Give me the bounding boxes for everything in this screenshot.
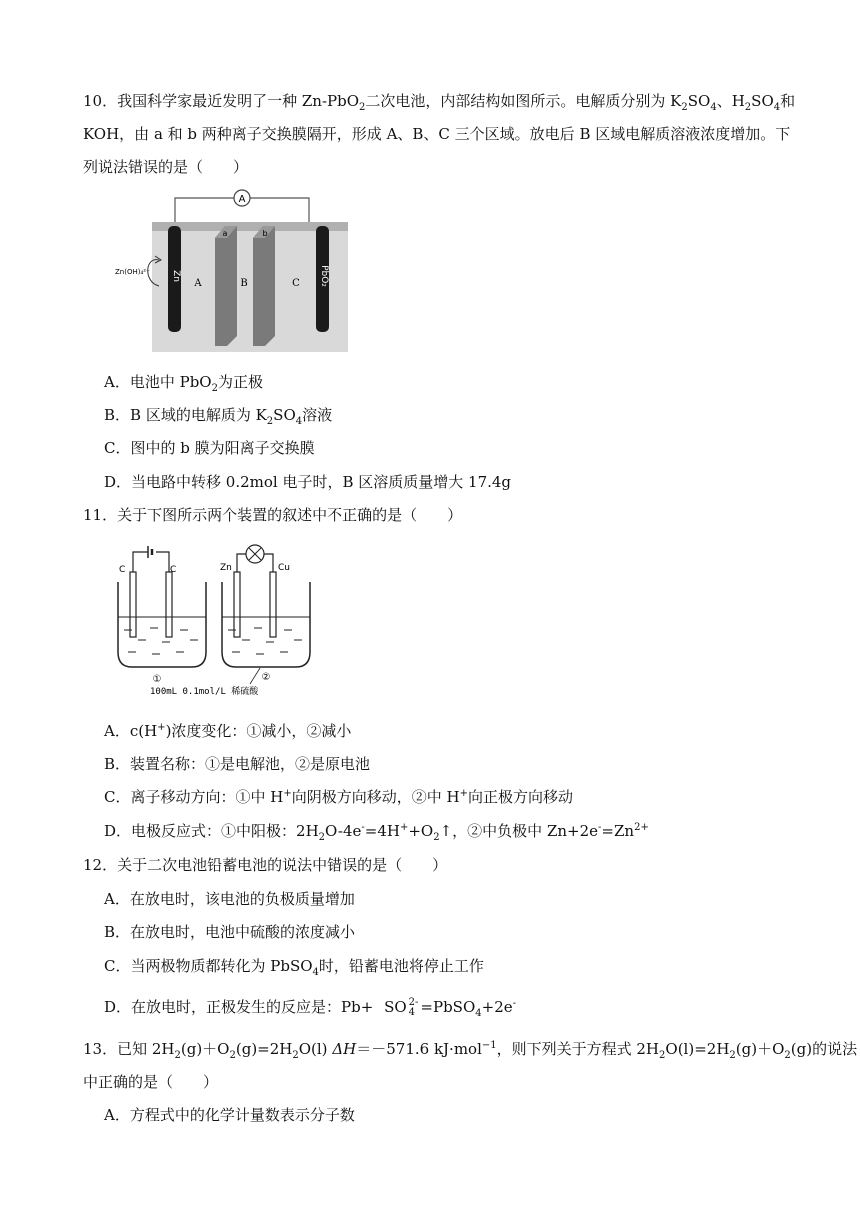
- q10-option-d[interactable]: D．当电路中转移 0.2mol 电子时，B 区溶质质量增大 17.4g: [104, 473, 512, 491]
- option-text: 时，铅蓄电池将停止工作: [318, 957, 484, 975]
- zone-a-label: A: [194, 278, 202, 289]
- pbo2-label: PbO₂: [319, 265, 329, 287]
- membrane-a-label: a: [222, 229, 228, 238]
- beaker-1: [118, 546, 206, 685]
- text: ＝－571.6 kJ·mol: [356, 1040, 482, 1058]
- sulfate-ion: SO: [384, 998, 407, 1016]
- text: ，则下列关于方程式 2H: [496, 1040, 660, 1058]
- q13-stem-line-2: 中正确的是（ ）: [83, 1073, 219, 1091]
- text: 关于二次电池铅蓄电池的说法中错误的是（ ）: [117, 856, 448, 874]
- option-text: D．电极反应式：①中阳极：2H: [104, 822, 319, 840]
- q12-option-c[interactable]: C．当两极物质都转化为 PbSO$_4$时，铅蓄电池将停止工作: [104, 957, 484, 978]
- q11-option-b[interactable]: B．装置名称：①是电解池，②是原电池: [104, 755, 371, 773]
- text: SO: [751, 92, 774, 110]
- option-text: 向阴极方向移动，②中 H: [291, 788, 460, 806]
- option-text: 向正极方向移动: [467, 788, 573, 806]
- q12-option-a[interactable]: A．在放电时，该电池的负极质量增加: [104, 890, 355, 908]
- q11-option-c[interactable]: C．离子移动方向：①中 H+向阴极方向移动，②中 H+向正极方向移动: [104, 788, 573, 806]
- question-number: 12．: [83, 856, 118, 874]
- electrode-c-left: C: [119, 565, 126, 575]
- text: SO: [687, 92, 711, 110]
- zone-b-label: B: [240, 278, 248, 289]
- option-text: ↑，②中负极中 Zn+2e: [439, 822, 599, 840]
- option-text: )浓度变化：①减小，②减小: [165, 722, 352, 740]
- option-text: =Zn: [601, 822, 635, 840]
- q10-stem-line-3: 列说法错误的是（ ）: [83, 158, 249, 176]
- electrode-cu: Cu: [278, 563, 290, 573]
- beaker-2: [220, 545, 310, 684]
- q11-stem: [83, 505, 462, 525]
- q11-option-d[interactable]: D．电极反应式：①中阳极：$2H_2O-4e^-=4H^++O_2↑$，②中负极中 $Zn+2e^-=Zn^{2+}$: [104, 822, 649, 843]
- electrode-zn: Zn: [220, 563, 232, 573]
- text: O(l)=2H: [665, 1040, 730, 1058]
- option-text: 为正极: [217, 373, 263, 391]
- option-text: A．c(H: [104, 722, 158, 740]
- text: 和: [780, 92, 796, 110]
- text: (g)＋O: [180, 1040, 230, 1058]
- question-number: 11．: [83, 506, 118, 524]
- ammeter-label: A: [238, 194, 246, 205]
- zincate-ion-label: Zn(OH)₄²⁻: [115, 268, 150, 276]
- text: 、H: [716, 92, 745, 110]
- option-text: O-4e: [325, 822, 362, 840]
- membrane-b-label: b: [262, 229, 268, 238]
- text: O(l): [298, 1040, 333, 1058]
- q10-stem-line-2: KOH，由 a 和 b 两种离子交换膜隔开，形成 A、B、C 三个区域。放电后 B 区域电解质溶液浓度增加。下: [83, 125, 791, 143]
- label-1: ①: [152, 674, 162, 685]
- battery-diagram: [115, 186, 355, 356]
- text: (g)的说法: [790, 1040, 858, 1058]
- option-text: +2e: [481, 998, 513, 1016]
- option-text: C．离子移动方向：①中 H: [104, 788, 284, 806]
- text: 二次电池，内部结构如图所示。电解质分别为 K: [365, 92, 682, 110]
- q10-stem-line-1: 10．我国科学家最近发明了一种 Zn-PbO$_2$二次电池，内部结构如图所示。电解质分别为 $K_2SO_4$、$H_2SO_4$和: [83, 92, 796, 113]
- option-text: SO: [273, 406, 296, 424]
- option-text: A．电池中 PbO: [104, 373, 212, 391]
- q13-option-a[interactable]: A．方程式中的化学计量数表示分子数: [104, 1106, 355, 1124]
- q10-option-a[interactable]: A．电池中 PbO$_2$为正极: [104, 373, 263, 394]
- q12-option-b[interactable]: B．在放电时，电池中硫酸的浓度减小: [104, 923, 356, 941]
- text: 关于下图所示两个装置的叙述中不正确的是（ ）: [117, 506, 463, 524]
- q10-option-c[interactable]: C．图中的 b 膜为阳离子交换膜: [104, 439, 315, 457]
- option-text: +O: [408, 822, 434, 840]
- question-number: 10．: [83, 92, 118, 110]
- text: (g)=2H: [235, 1040, 293, 1058]
- q13-stem-line-1: 13．已知 $2H_2(g)+O_2(g)=2H_2O(l)$ ΔH＝－571.6 kJ·mol$^{-1}$，则下列关于方程式 $2H_2O(l)=2H_2(g)+O_2(g)$的说法: [83, 1040, 858, 1061]
- option-text: =4H: [364, 822, 400, 840]
- text: 已知 2H: [117, 1040, 175, 1058]
- q11-option-a[interactable]: A．c(H+)浓度变化：①减小，②减小: [104, 722, 352, 740]
- zn-label: Zn: [171, 270, 181, 282]
- text: (g)＋O: [735, 1040, 785, 1058]
- electrode-c-right: C: [170, 565, 177, 575]
- option-text: 溶液: [302, 406, 333, 424]
- sulfate-charge: 2- 4: [408, 997, 419, 1018]
- delta-h: ΔH: [332, 1040, 357, 1058]
- text: 我国科学家最近发明了一种 Zn-PbO: [117, 92, 360, 110]
- option-text: C．当两极物质都转化为 PbSO: [104, 957, 313, 975]
- label-2: ②: [261, 672, 271, 683]
- q10-option-b[interactable]: B．B 区域的电解质为 $K_2SO_4$溶液: [104, 406, 333, 427]
- option-text: =PbSO: [420, 998, 476, 1016]
- option-text: B．B 区域的电解质为 K: [104, 406, 267, 424]
- question-number: 13．: [83, 1040, 118, 1058]
- option-text: D．在放电时，正极发生的反应是：Pb+: [104, 998, 374, 1016]
- solution-caption: 100mL 0.1mol/L 稀硫酸: [150, 687, 259, 697]
- zone-c-label: C: [292, 278, 300, 289]
- q12-stem: [83, 855, 447, 875]
- q12-option-d[interactable]: D．在放电时，正极发生的反应是：Pb+ SO 2- 4 =PbSO$_4$+2e-: [104, 997, 517, 1019]
- electrolysis-galvanic-diagram: [110, 542, 320, 698]
